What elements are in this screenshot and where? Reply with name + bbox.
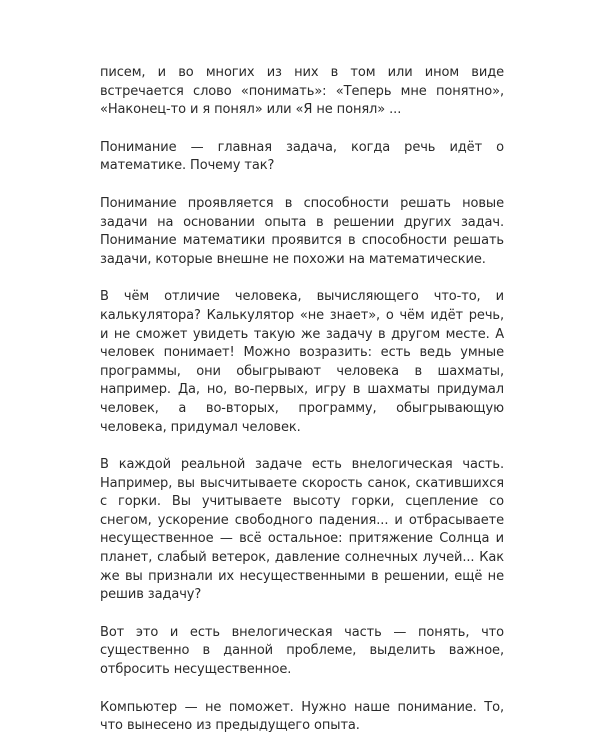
paragraph-understand-essential: Вот это и есть внелогическая часть — понять, что существенно в данной проблеме, выделить важное, отбросить несущественное. — [100, 624, 504, 678]
paragraph-computer-wont-help: Компьютер — не поможет. Нужно наше понимание. То, что вынесено из предыдущего опыта. — [100, 699, 504, 734]
paragraph-understanding-ability: Понимание проявляется в способности решать новые задачи на основании опыта в решении других задач. Понимание математики проявится в способности решать задачи, которые внешне не похожи на математические. — [100, 195, 504, 267]
text-column — [100, 64, 504, 755]
paragraph-extralogical-part: В каждой реальной задаче есть внелогическая часть. Например, вы высчитываете скорость санок, скатившихся с горки. Вы учитываете высоту горки, сцепление со снегом, ускорение свободного падения... и отбрасываете несущественное — всё остальное: притяжение Солнца и планет, слабый ветерок, давление солнечных лучей... Как же вы признали их несущественными в решении, ещё не решив задачу? — [100, 457, 504, 603]
paragraph-human-vs-calculator: В чём отличие человека, вычисляющего что-то, и калькулятора? Калькулятор «не знает», о чём идёт речь, и не сможет увидеть такую же задачу в другом месте. А человек понимает! Можно возразить: есть ведь умные программы, они обыгрывают человека в шахматы, например. Да, но, во-первых, игру в шахматы придумал человек, а во-вторых, программу, обыгрывающую человека, придумал человек. — [100, 289, 504, 435]
paragraph-letters-understanding: писем, и во многих из них в том или ином виде встречается слово «понимать»: «Теперь мне понятно», «Наконец-то и я понял» или «Я не понял» ... — [100, 65, 504, 118]
paragraph-main-task: Понимание — главная задача, когда речь идёт о математике. Почему так? — [100, 139, 504, 174]
